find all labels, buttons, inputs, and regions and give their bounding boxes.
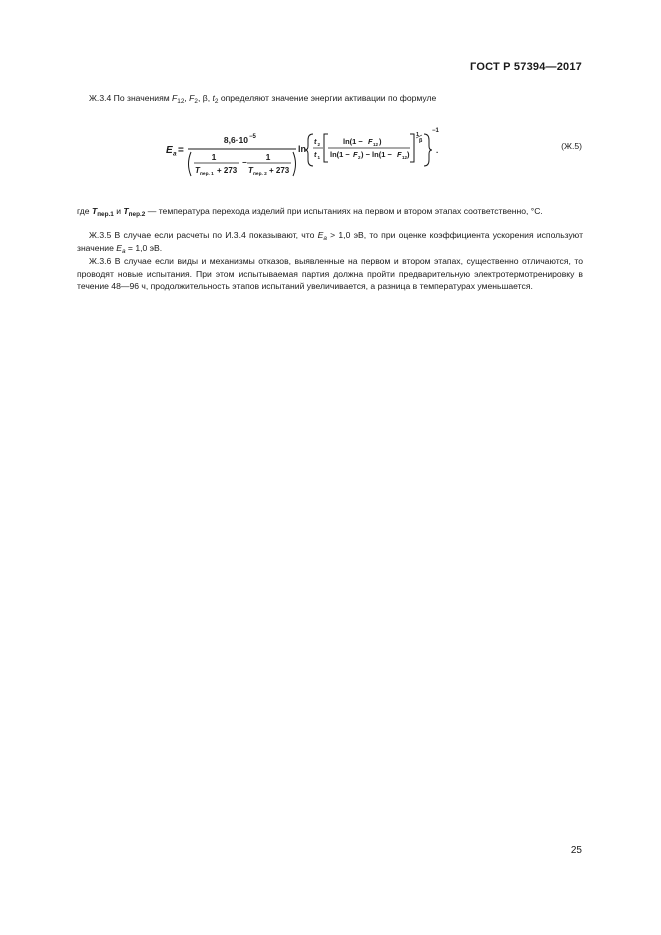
formula-numerator-exp: −5: [249, 134, 256, 140]
curly-brace: [305, 134, 313, 166]
plus-273-2: + 273: [269, 166, 290, 175]
formula-zh-5: [160, 126, 450, 182]
one-2: 1: [265, 152, 271, 162]
ln-num-F: F: [368, 137, 373, 146]
inner-exp-num: 1: [416, 132, 420, 138]
formula-graphic: [160, 126, 450, 182]
ln: ln: [298, 144, 306, 154]
T1: T: [195, 166, 200, 175]
right-paren: [293, 152, 296, 176]
formula-numerator: 8,6·10: [223, 135, 248, 145]
ln-numerator: ln(1 −: [343, 137, 363, 146]
ln-den-close: ): [407, 150, 410, 159]
ln-denominator-a: ln(1 −: [330, 150, 350, 159]
T2-sub: пер. 2: [253, 172, 267, 177]
t2: t: [314, 137, 317, 146]
one-1: 1: [211, 152, 217, 162]
text-run: определяют значение энергии активации по формуле: [218, 93, 437, 103]
t2-sub: 2: [317, 142, 321, 147]
subscript: 2: [194, 98, 198, 105]
ln-num-F-sub: 12: [373, 142, 379, 147]
subscript: 12: [177, 98, 185, 105]
text-run: ,: [184, 93, 190, 103]
symbol-E: E: [116, 242, 122, 253]
ln-den-F2: F: [353, 150, 358, 159]
ln-den-mid: ) − ln(1 −: [361, 150, 392, 159]
paragraph-zh-3-6: Ж.3.6 В случае если виды и механизмы отказов, выявленные на первом и втором этапах, существенно отличаются, то проводят новые испытания. При этом испытываемая партия должна пройти предварительную электротермотренировку в течение 48—96 ч, продолжительность этапов испытаний увеличивается, а разница в температурах уменьшается.: [77, 256, 583, 292]
paragraph-where: [77, 205, 583, 218]
subscript: пер.1: [97, 211, 114, 218]
text-run: > 1,0 эВ, то при оценке коэффициента ускорения используют значение: [77, 230, 584, 253]
right-bracket: [410, 134, 414, 162]
formula-lhs-sub: a: [173, 150, 177, 158]
symbol-T: T: [91, 206, 98, 216]
text-run: , β,: [197, 93, 213, 103]
text-run: и: [113, 206, 124, 216]
subscript: 2: [214, 98, 219, 105]
document-id: ГОСТ Р 57394—2017: [470, 61, 582, 73]
plus-273-1: + 273: [217, 166, 238, 175]
symbol-E: E: [317, 230, 324, 240]
formula-period: .: [436, 146, 439, 155]
curly-brace-close: [424, 134, 432, 166]
paragraph-zh-3-5: [77, 229, 583, 254]
text-run: Ж.3.5 В случае если расчеты по И.3.4 показывают, что: [89, 230, 318, 240]
formula-equals: =: [178, 145, 184, 156]
text-run: Ж.3.4 По значениям: [89, 93, 173, 103]
equation-number: (Ж.5): [561, 141, 582, 151]
left-bracket: [324, 134, 328, 162]
text-run: — температура перехода изделий при испытаниях на первом и втором этапах соответственно, °С.: [145, 206, 543, 216]
subscript: a: [323, 235, 327, 242]
page-number: 25: [570, 845, 582, 856]
ln-den-F2-sub: 2: [358, 155, 361, 160]
outer-exp: −1: [432, 128, 439, 134]
t1-sub: 1: [317, 155, 321, 160]
symbol-F: F: [189, 93, 195, 103]
ln-num-close: ): [379, 137, 382, 146]
formula-lhs-E: E: [166, 145, 173, 156]
minus-sign: −: [242, 158, 247, 167]
subscript: a: [121, 247, 126, 255]
T2: T: [248, 166, 253, 175]
symbol-T: T: [123, 206, 129, 216]
left-paren: [189, 152, 192, 176]
subscript: пер.2: [128, 211, 146, 218]
symbol-t: t: [212, 93, 215, 103]
text-run: где: [77, 206, 92, 216]
text-run: = 1,0 эВ.: [125, 242, 163, 253]
t1: t: [314, 150, 317, 159]
inner-exp-den: β: [419, 138, 423, 144]
ln-den-F12: F: [397, 150, 402, 159]
paragraph-zh-3-4: [77, 92, 583, 105]
symbol-F: F: [172, 93, 178, 103]
T1-sub: пер. 1: [200, 172, 214, 177]
ln-den-F12-sub: 12: [402, 155, 408, 160]
